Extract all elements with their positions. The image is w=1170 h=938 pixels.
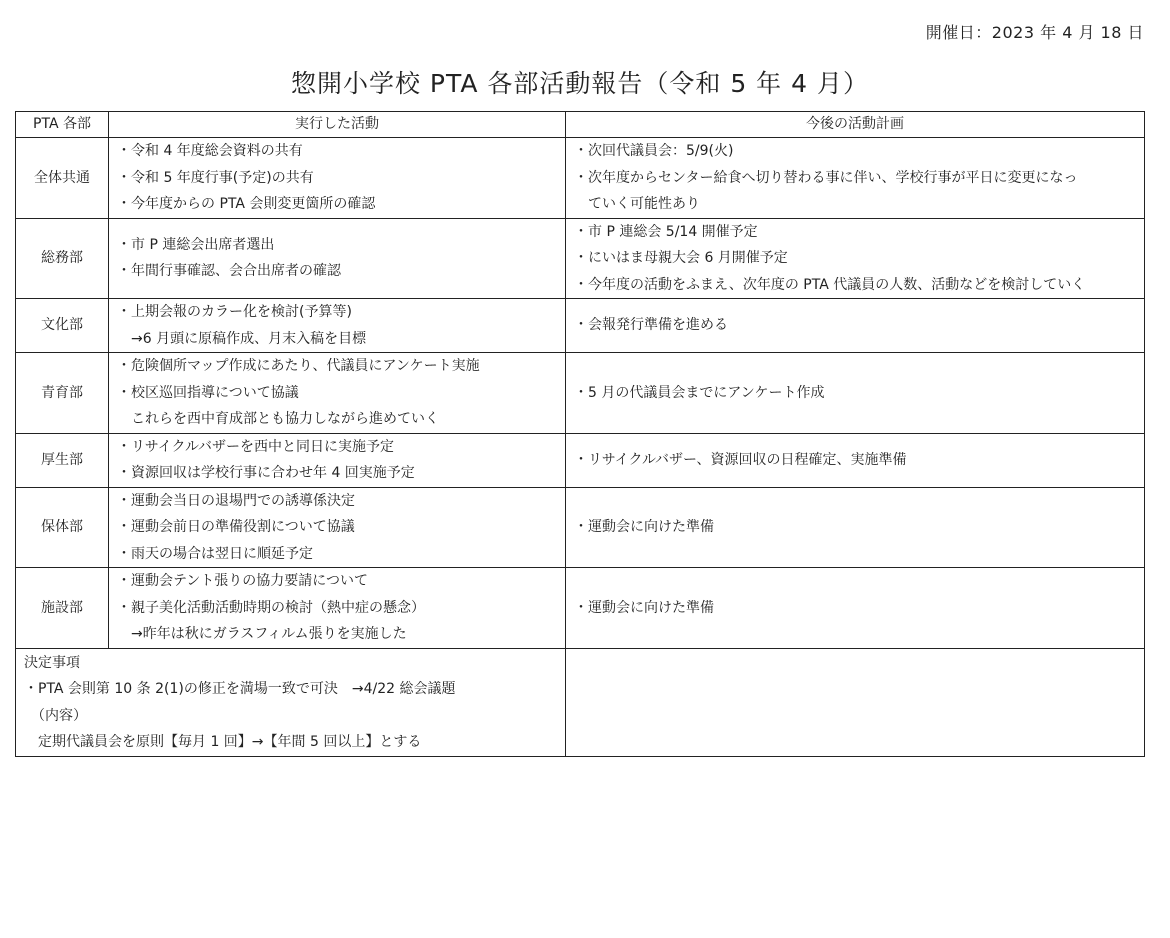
dept-name: 総務部 xyxy=(16,218,109,299)
dept-name: 青育部 xyxy=(16,353,109,434)
list-item: ・資源回収は学校行事に合わせ年 4 回実施予定 xyxy=(117,465,415,481)
future-plans xyxy=(566,353,1145,434)
future-plans xyxy=(566,218,1145,299)
list-item: ・にいはま母親大会 6 月開催予定 xyxy=(574,250,788,266)
list-item: これらを西中育成部とも協力しながら進めていく xyxy=(117,411,439,427)
list-item: ・年間行事確認、会合出席者の確認 xyxy=(117,263,341,280)
table-row xyxy=(16,487,1145,568)
list-item: →昨年は秋にガラスフィルム張りを実施した xyxy=(117,626,407,642)
empty-cell xyxy=(566,648,1145,756)
decisions-row xyxy=(16,648,1145,756)
future-plans xyxy=(566,299,1145,353)
dept-name: 文化部 xyxy=(16,299,109,353)
decisions-cell xyxy=(16,648,566,756)
done-activities xyxy=(109,138,566,219)
done-activities xyxy=(109,487,566,568)
list-item: ・今年度の活動をふまえ、次年度の PTA 代議員の人数、活動などを検討していく xyxy=(574,276,1086,293)
dept-name: 厚生部 xyxy=(16,433,109,487)
done-activities xyxy=(109,568,566,649)
done-activities xyxy=(109,299,566,353)
list-item: ・5 月の代議員会までにアンケート作成 xyxy=(574,384,825,401)
list-item: ・校区巡回指導について協議 xyxy=(117,384,299,401)
done-activities xyxy=(109,433,566,487)
list-item: ・上期会報のカラー化を検討(予算等) xyxy=(117,304,352,320)
header-future-plans: 今後の活動計画 xyxy=(566,112,1145,138)
list-item: ・会報発行準備を進める xyxy=(574,317,728,334)
dept-name: 全体共通 xyxy=(16,138,109,219)
table-row xyxy=(16,218,1145,299)
meeting-date: 開催日：2023 年 4 月 18 日 xyxy=(925,23,1144,42)
list-item: ていく可能性あり xyxy=(574,196,700,212)
list-item: ・令和 5 年度行事(予定)の共有 xyxy=(117,169,314,186)
list-item: ・PTA 会則第 10 条 2(1)の修正を満場一致で可決 →4/22 総会議題 xyxy=(24,681,456,697)
future-plans xyxy=(566,487,1145,568)
list-item: ・次年度からセンター給食へ切り替わる事に伴い、学校行事が平日に変更になっ xyxy=(574,169,1078,186)
table-header-row xyxy=(16,112,1145,138)
future-plans xyxy=(566,138,1145,219)
dept-name: 施設部 xyxy=(16,568,109,649)
list-item: ・次回代議員会：5/9(火) xyxy=(574,143,734,159)
list-item: （内容） xyxy=(24,707,87,724)
list-item: ・運動会テント張りの協力要請について xyxy=(117,573,369,589)
list-item: ・雨天の場合は翌日に順延予定 xyxy=(117,545,313,562)
list-item: ・令和 4 年度総会資料の共有 xyxy=(117,143,303,159)
table-row xyxy=(16,568,1145,649)
table-row xyxy=(16,138,1145,219)
header-done-activities: 実行した活動 xyxy=(109,112,566,138)
list-item: ・危険個所マップ作成にあたり、代議員にアンケート実施 xyxy=(117,358,480,374)
future-plans xyxy=(566,568,1145,649)
header-dept: PTA 各部 xyxy=(16,112,109,138)
list-item: ・運動会前日の準備役割について協議 xyxy=(117,519,355,535)
future-plans xyxy=(566,433,1145,487)
list-item: ・運動会当日の退場門での誘導係決定 xyxy=(117,492,355,509)
table-row xyxy=(16,433,1145,487)
dept-name: 保体部 xyxy=(16,487,109,568)
list-item: ・今年度からの PTA 会則変更箇所の確認 xyxy=(117,196,376,212)
done-activities xyxy=(109,353,566,434)
list-item: ・親子美化活動活動時期の検討（熱中症の懸念） xyxy=(117,599,425,616)
list-item: →6 月頭に原稿作成、月末入稿を目標 xyxy=(117,330,367,347)
list-item: 定期代議員会を原則【毎月 1 回】→【年間 5 回以上】とする xyxy=(24,734,422,750)
list-item: ・市 P 連総会 5/14 開催予定 xyxy=(574,223,758,240)
list-item: ・運動会に向けた準備 xyxy=(574,519,714,535)
list-item: ・運動会に向けた準備 xyxy=(574,599,714,616)
list-item: ・リサイクルバザー、資源回収の日程確定、実施準備 xyxy=(574,451,907,468)
list-item: ・リサイクルバザーを西中と同日に実施予定 xyxy=(117,438,395,455)
decisions-heading: 決定事項 xyxy=(24,654,80,671)
table-row xyxy=(16,353,1145,434)
done-activities xyxy=(109,218,566,299)
table-row xyxy=(16,299,1145,353)
page-title: 惣開小学校 PTA 各部活動報告（令和 5 年 4 月） xyxy=(290,69,869,98)
list-item: ・市 P 連総会出席者選出 xyxy=(117,236,275,253)
activity-report-table xyxy=(15,111,1145,757)
